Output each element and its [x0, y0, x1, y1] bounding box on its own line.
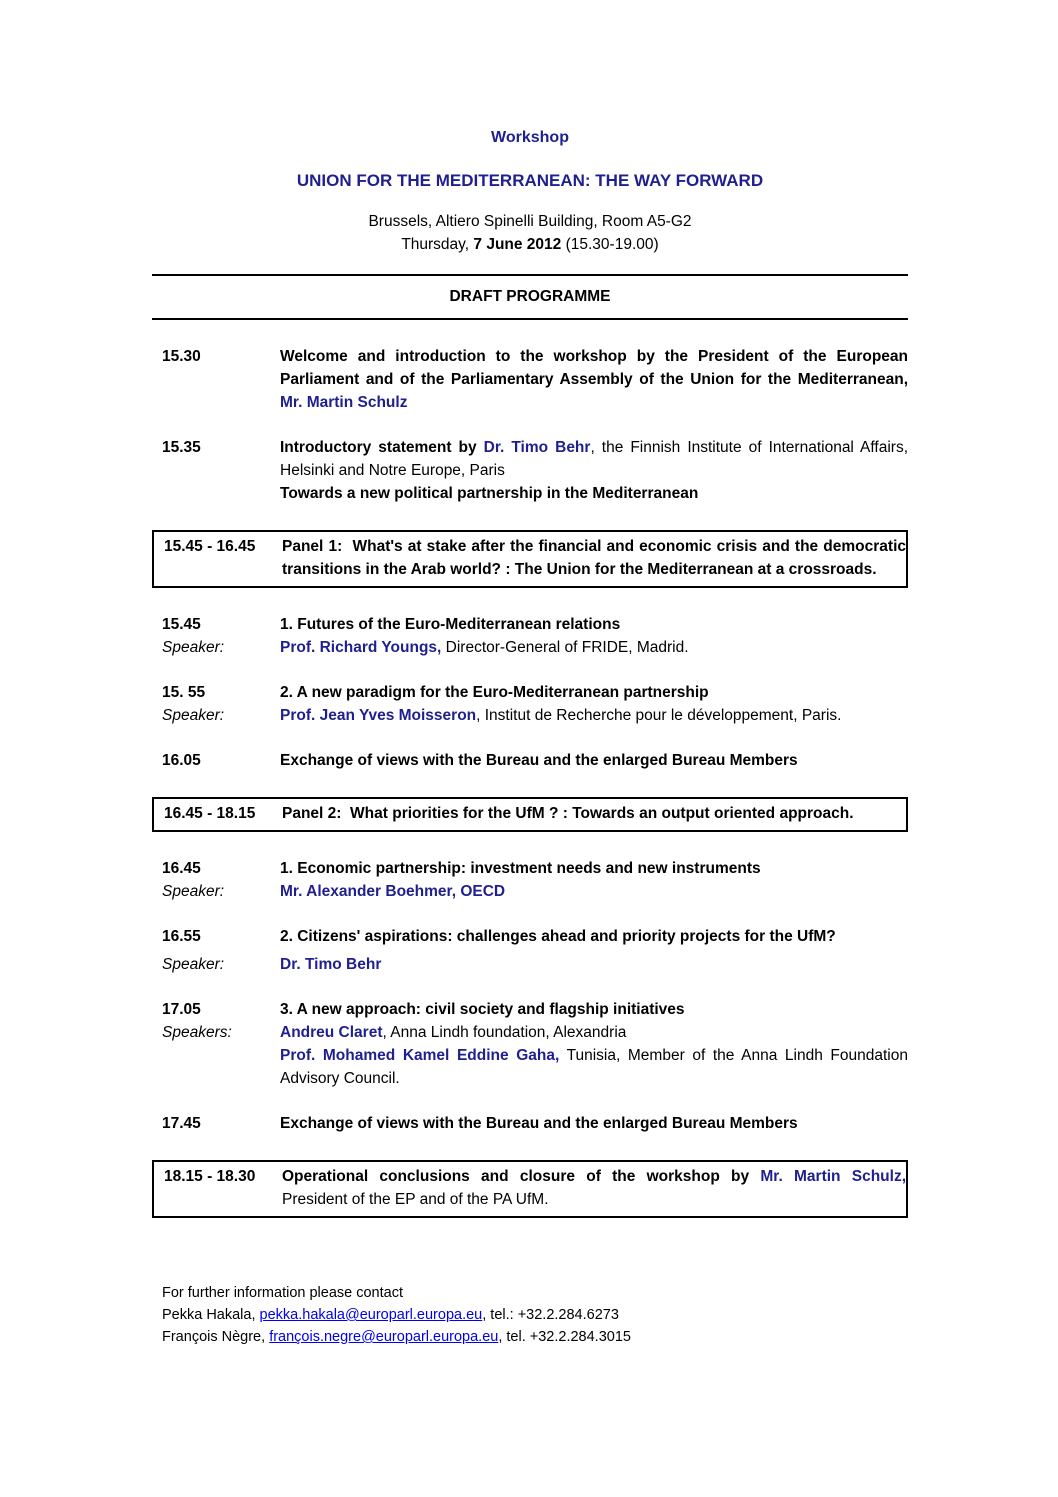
programme-row — [152, 749, 908, 772]
session-text — [280, 345, 908, 414]
session-text — [280, 1044, 908, 1090]
footer-intro: For further information please contact — [162, 1285, 403, 1301]
programme-table — [152, 345, 908, 1218]
page-title: Workshop — [491, 129, 569, 146]
text-segment: President of the EP and of the PA UfM. — [282, 1191, 549, 1208]
contact-name: François Nègre, — [162, 1329, 270, 1345]
time-label: 15. 55 — [162, 684, 206, 701]
document-page — [152, 0, 908, 1348]
person-name: Dr. Timo Behr — [483, 439, 591, 456]
text-segment: Exchange of views with the Bureau and the enlarged Bureau Members — [280, 1115, 798, 1132]
programme-row — [152, 681, 908, 727]
programme-row — [152, 925, 908, 976]
programme-row — [152, 1112, 908, 1135]
time-label: 17.45 — [162, 1115, 201, 1132]
person-name: Mr. Martin Schulz, — [760, 1168, 907, 1185]
time-label: 16.55 — [162, 928, 201, 945]
time-label — [152, 1044, 280, 1090]
programme-row — [152, 436, 908, 505]
contact-tel: , tel. +32.2.284.3015 — [498, 1329, 631, 1345]
session-text — [280, 636, 908, 659]
person-name: Mr. Martin Schulz — [280, 394, 408, 411]
time-label: 16.45 — [162, 860, 201, 877]
venue-line: Brussels, Altiero Spinelli Building, Room A5-G2 — [368, 213, 692, 230]
contact-line — [162, 1326, 908, 1348]
session-text — [280, 613, 908, 636]
date-prefix: Thursday, — [401, 236, 474, 253]
programme-row — [152, 998, 908, 1090]
text-segment: 1. Economic partnership: investment needs and new instruments — [280, 860, 761, 877]
programme-row — [152, 613, 908, 659]
date-bold: 7 June 2012 — [473, 236, 562, 253]
text-segment: , the Finnish Institute of International Affairs, Helsinki and Notre Europe, Paris — [280, 439, 908, 479]
footer — [152, 1282, 908, 1348]
text-segment: Exchange of views with the Bureau and the enlarged Bureau Members — [280, 752, 798, 769]
session-text — [280, 436, 908, 482]
session-text — [280, 857, 908, 880]
text-segment: 2. A new paradigm for the Euro-Mediterranean partnership — [280, 684, 709, 701]
text-segment: 1. Futures of the Euro-Mediterranean relations — [280, 616, 621, 633]
session-text — [280, 1112, 908, 1135]
time-label: 16.05 — [162, 752, 201, 769]
time-label: 18.15 - 18.30 — [164, 1168, 256, 1185]
programme-panel-row — [152, 797, 908, 832]
person-name: Mr. Alexander Boehmer, OECD — [280, 883, 506, 900]
session-text — [280, 880, 908, 903]
text-segment: Towards a new political partnership in the Mediterranean — [280, 485, 699, 502]
text-segment: Panel 2: What priorities for the UfM ? : Towards an output oriented approach. — [282, 805, 854, 822]
text-segment: 2. Citizens' aspirations: challenges ahead and priority projects for the UfM? — [280, 928, 836, 945]
contact-line — [162, 1304, 908, 1326]
time-label: 15.30 — [162, 348, 201, 365]
time-label: 15.35 — [162, 439, 201, 456]
speaker-label: Speaker: — [162, 956, 225, 973]
text-segment: Panel 1: What's at stake after the financial and economic crisis and the democratic transitions in the Arab world? : The Union for the Mediterranean at a crossroads. — [282, 538, 906, 578]
text-segment: , Anna Lindh foundation, Alexandria — [382, 1024, 627, 1041]
programme-row — [152, 345, 908, 414]
speaker-label: Speaker: — [162, 883, 225, 900]
time-label: 17.05 — [162, 1001, 201, 1018]
session-text — [282, 535, 906, 581]
time-label: 16.45 - 18.15 — [164, 805, 256, 822]
time-label: 15.45 - 16.45 — [164, 538, 256, 555]
speaker-label: Speaker: — [162, 707, 225, 724]
session-text — [280, 925, 908, 948]
programme-row — [152, 857, 908, 903]
person-name: Andreu Claret — [280, 1024, 383, 1041]
session-text — [280, 704, 908, 727]
text-segment: Tunisia, Member of the Anna Lindh Foundation Advisory Council. — [280, 1047, 908, 1087]
programme-panel-row — [152, 530, 908, 588]
session-text — [280, 482, 908, 505]
document-title: UNION FOR THE MEDITERRANEAN: THE WAY FORWARD — [296, 171, 764, 190]
session-text — [280, 1021, 908, 1044]
text-segment: Director-General of FRIDE, Madrid. — [441, 639, 689, 656]
contact-tel: , tel.: +32.2.284.6273 — [482, 1307, 619, 1323]
text-segment: 3. A new approach: civil society and flagship initiatives — [280, 1001, 685, 1018]
draft-programme-heading: DRAFT PROGRAMME — [449, 288, 611, 305]
date-suffix: (15.30-19.00) — [561, 236, 659, 253]
programme-panel-row — [152, 1160, 908, 1218]
session-text — [280, 681, 908, 704]
text-segment: Introductory statement by — [280, 439, 484, 456]
session-text — [280, 998, 908, 1021]
email-link[interactable]: françois.negre@europarl.europa.eu — [269, 1329, 499, 1345]
person-name: Prof. Mohamed Kamel Eddine Gaha, — [280, 1047, 560, 1064]
time-label: 15.45 — [162, 616, 201, 633]
email-link[interactable]: pekka.hakala@europarl.europa.eu — [259, 1307, 483, 1323]
divider-bottom — [152, 318, 908, 320]
person-name: Dr. Timo Behr — [280, 956, 382, 973]
speaker-label: Speaker: — [162, 639, 225, 656]
session-text — [280, 749, 908, 772]
contact-name: Pekka Hakala, — [162, 1307, 260, 1323]
time-label — [152, 482, 280, 505]
text-segment: , Institut de Recherche pour le développement, Paris. — [476, 707, 842, 724]
text-segment: Welcome and introduction to the workshop by the President of the European Parliament and of the Parliamentary Assembly of the Union for the Mediterranean, — [280, 348, 908, 388]
person-name: Prof. Jean Yves Moisseron — [280, 707, 477, 724]
date-line — [152, 233, 908, 256]
person-name: Prof. Richard Youngs, — [280, 639, 442, 656]
text-segment: Operational conclusions and closure of the workshop by — [282, 1168, 761, 1185]
session-text — [280, 953, 908, 976]
session-text — [282, 1165, 906, 1211]
speaker-label: Speakers: — [162, 1024, 232, 1041]
session-text — [282, 802, 906, 825]
